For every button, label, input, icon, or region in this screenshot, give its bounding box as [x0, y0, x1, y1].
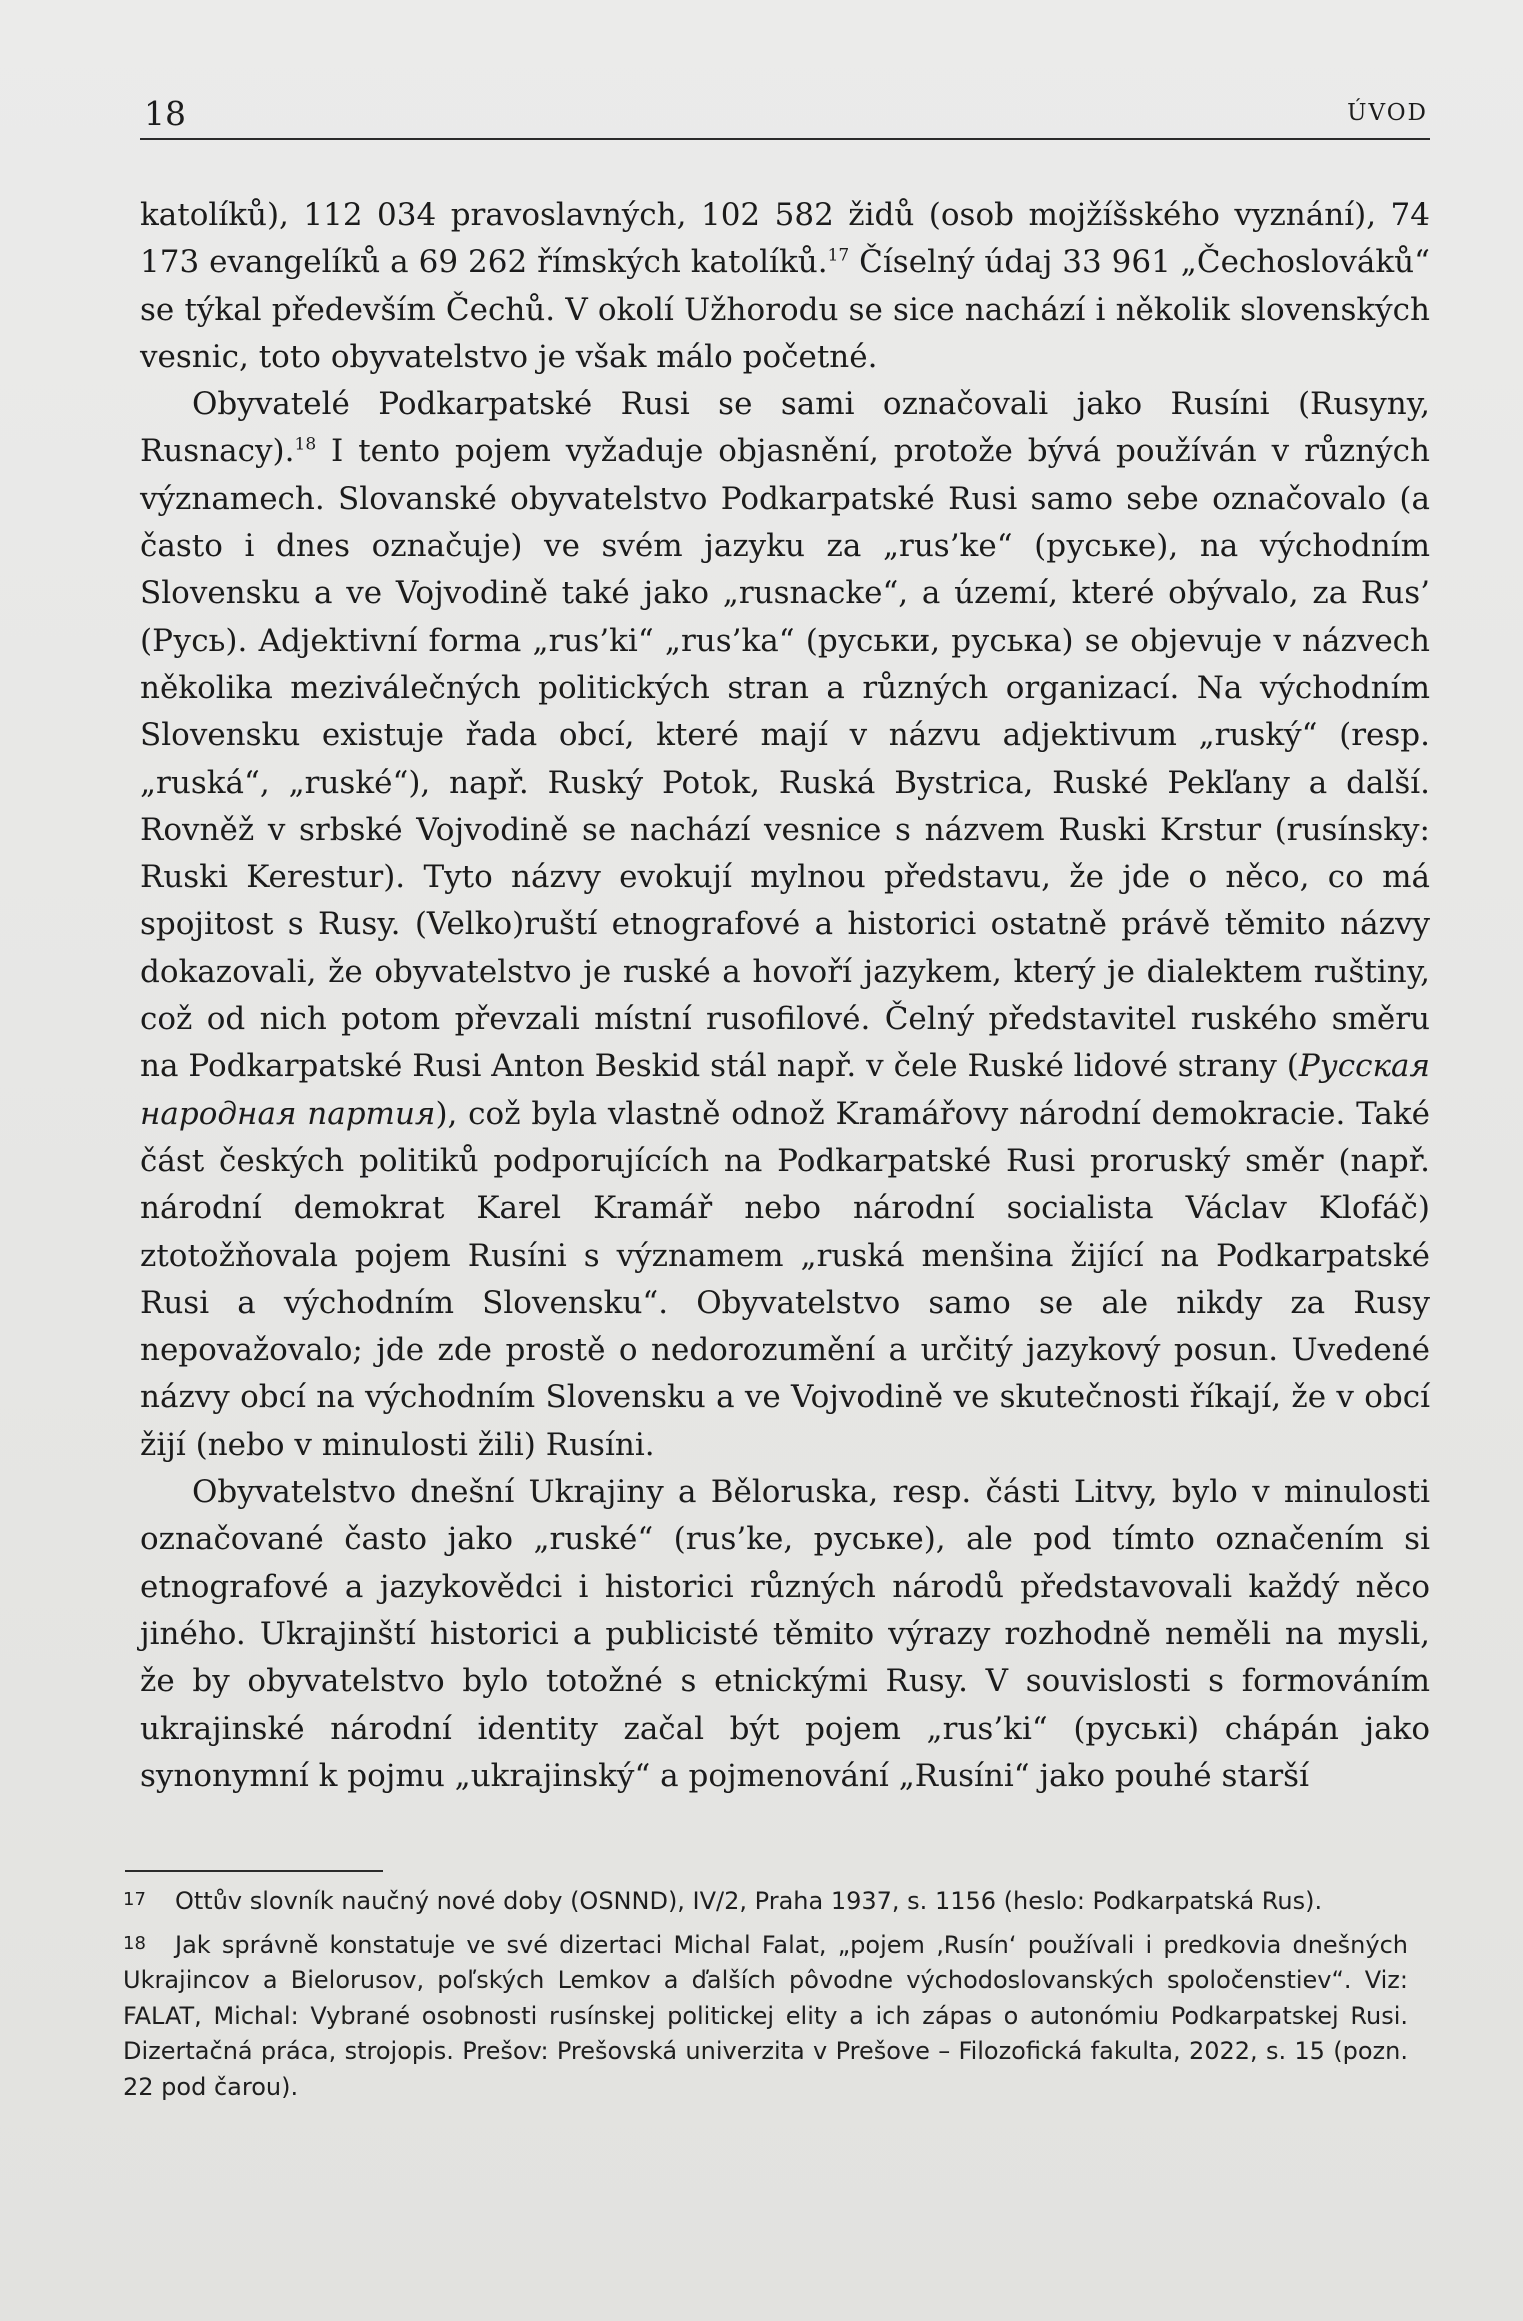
body-text [140, 192, 1430, 1800]
paragraph-2 [140, 381, 1430, 1469]
footnote-text: Ottův slovník naučný nové doby (OSNND), IV/2, Praha 1937, s. 1156 (heslo: Podkarpatská Rus). [175, 1887, 1323, 1915]
footnote-reference-18: 18 [294, 435, 317, 456]
page-number: 18 [144, 94, 186, 133]
footnote-17 [123, 1882, 1408, 1920]
footnote-text: Jak správně konstatuje ve své dizertaci Michal Falat, „pojem ‚Rusín‘ používali i predkovia dnešných Ukrajincov a Bielorusov, poľských Lemkov a ďalších pôvodne východoslovanských spoločenstiev“. Viz: FALAT, Michal: Vybrané osobnosti rusínskej politickej elity a ich zápas o autonómiu Podkarpatskej Rusi. Dizertačná práca, strojopis. Prešov: Prešovská univerzita v Prešove – Filozofická fakulta, 2022, s. 15 (pozn. 22 pod čarou). [123, 1930, 1408, 2101]
text-span: Číselný údaj 33 961 „Čechoslováků“ se týkal především Čechů. V okolí Užhorodu se sice nachází i několik slovenských vesnic, toto obyvatelstvo je však málo početné. [140, 244, 1430, 375]
italic-party-name: Русская народная партия [140, 1048, 1430, 1132]
text-span: I tento pojem vyžaduje objasnění, protože bývá používán v různých významech. Slovanské obyvatelstvo Podkarpatské Rusi samo sebe označovalo (a často i dnes označuje) ve svém jazyku za „rus’ke“ (руське), na východním Slovensku a ve Vojvodině také jako „rusnacke“, a území, které obývalo, za Rus’ (Русь). Adjektivní forma „rus’ki“ „rus’ka“ (руськи, руська) se objevuje v názvech několika meziválečných politických stran a různých organizací. Na východním Slovensku existuje řada obcí, které mají v názvu adjektivum „ruský“ (resp. „ruská“, „ruské“), např. Ruský Potok, Ruská Bystrica, Ruské Pekľany a další. Rovněž v srbské Vojvodině se nachází vesnice s názvem Ruski Krstur (rusínsky: Ruski Kerestur). Tyto názvy evokují mylnou představu, že jde o něco, co má spojitost s Rusy. (Velko)ruští etnografové a historici ostatně právě těmito názvy dokazovali, že obyvatelstvo je ruské a hovoří jazykem, který je dialektem ruštiny, což od nich potom převzali místní rusofilové. Čelný představitel ruského směru na Podkarpatské Rusi Anton Beskid stál např. v čele Ruské lidové strany ( [140, 433, 1430, 1085]
footnote-reference-17: 17 [827, 245, 850, 266]
paragraph-3 [140, 1469, 1430, 1800]
running-head: ÚVOD [1347, 100, 1428, 126]
footnote-number: 18 [123, 1932, 146, 1954]
text-span: Obyvatelé Podkarpatské Rusi se sami označovali jako Rusíni (Rusyny, Rusnacy). [140, 386, 1430, 470]
paragraph-1 [140, 192, 1430, 381]
footnote-18 [123, 1926, 1408, 2106]
text-span: ), což byla vlastně odnož Kramářovy národní demokracie. Také část českých politiků podporujících na Podkarpatské Rusi proruský směr (např. národní demokrat Karel Kramář nebo národní socialista Václav Klofáč) ztotožňovala pojem Rusíni s významem „ruská menšina žijící na Podkarpatské Rusi a východním Slovensku“. Obyvatelstvo samo se ale nikdy za Rusy nepovažovalo; jde zde prostě o nedorozumění a určitý jazykový posun. Uvedené názvy obcí na východním Slovensku a ve Vojvodině ve skutečnosti říkají, že v obcí žijí (nebo v minulosti žili) Rusíni. [140, 1095, 1430, 1463]
footnotes [123, 1882, 1408, 2112]
text-span: katolíků), 112 034 pravoslavných, 102 582 židů (osob mojžíšského vyznání), 74 173 evangelíků a 69 262 římských katolíků. [140, 197, 1430, 281]
footnote-divider [125, 1870, 383, 1872]
page-header [140, 88, 1430, 140]
footnote-number: 17 [123, 1889, 146, 1910]
text-span: Obyvatelstvo dnešní Ukrajiny a Běloruska, resp. části Litvy, bylo v minulosti označované často jako „ruské“ (rus’ke, руське), ale pod tímto označením si etnografové a jazykovědci i historici různých národů představovali každý něco jiného. Ukrajinští historici a publicisté těmito výrazy rozhodně neměli na mysli, že by obyvatelstvo bylo totožné s etnickými Rusy. V souvislosti s formováním ukrajinské národní identity začal být pojem „rus’ki“ (руськi) chápán jako synonymní k pojmu „ukrajinský“ a pojmenování „Rusíni“ jako pouhé starší [140, 1474, 1430, 1794]
